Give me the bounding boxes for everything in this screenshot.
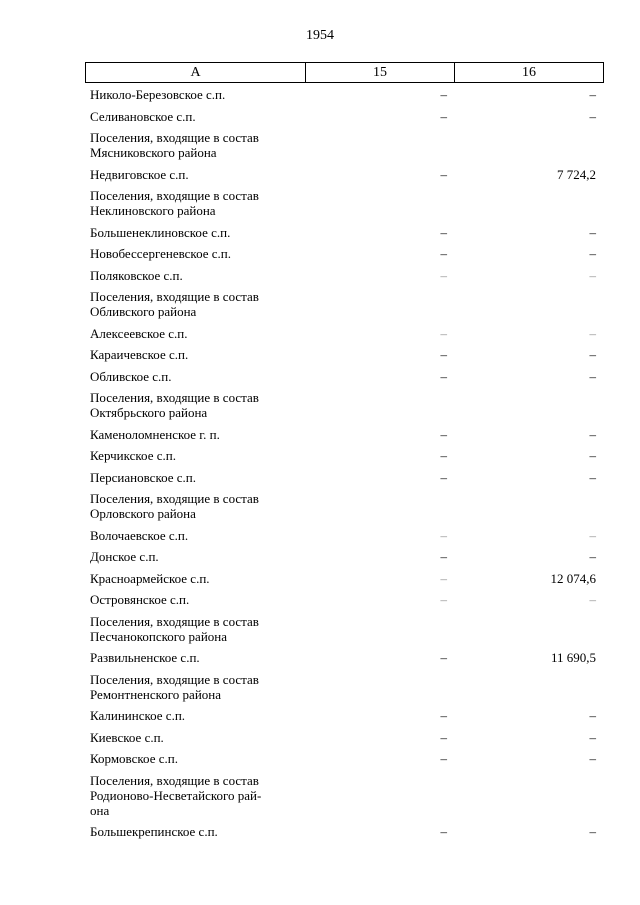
settlement-name: Калининское с.п. bbox=[90, 708, 186, 723]
value-col-16: – bbox=[589, 448, 596, 463]
value-col-16: – bbox=[589, 751, 596, 766]
value-col-15: – bbox=[440, 527, 447, 543]
table-row bbox=[85, 390, 601, 427]
value-col-16: – bbox=[589, 592, 596, 607]
table-row bbox=[85, 672, 601, 709]
table-row bbox=[85, 225, 601, 247]
table-row bbox=[85, 528, 601, 550]
value-col-15: – bbox=[440, 426, 447, 442]
group-heading: Поселения, входящие в состав Неклиновского района bbox=[90, 188, 259, 218]
value-col-15: – bbox=[440, 224, 447, 240]
settlement-name: Персиановское с.п. bbox=[90, 469, 197, 485]
value-col-16: 7 724,2 bbox=[557, 166, 596, 182]
group-heading: Поселения, входящие в состав Октябрьского района bbox=[90, 390, 259, 420]
table-row bbox=[85, 167, 601, 189]
table-row bbox=[85, 824, 601, 846]
value-col-15: – bbox=[440, 729, 447, 745]
table-row bbox=[85, 289, 601, 326]
settlement-name: Большенеклиновское с.п. bbox=[90, 224, 231, 240]
value-col-15: – bbox=[440, 368, 447, 384]
group-heading: Поселения, входящие в состав Обливского района bbox=[90, 289, 259, 319]
value-col-16: – bbox=[589, 347, 596, 362]
value-col-15: – bbox=[440, 246, 447, 261]
value-col-15: – bbox=[440, 347, 447, 362]
group-heading: Поселения, входящие в состав Песчанокопского района bbox=[90, 613, 259, 644]
table-row bbox=[85, 87, 601, 109]
value-col-15: – bbox=[440, 267, 447, 283]
value-col-16: – bbox=[589, 368, 596, 384]
table-row bbox=[85, 246, 601, 268]
settlement-name: Селивановское с.п. bbox=[90, 108, 196, 124]
settlement-name: Керчикское с.п. bbox=[90, 448, 176, 463]
table-row bbox=[85, 773, 601, 825]
value-col-16: – bbox=[589, 469, 596, 485]
value-col-16: 12 074,6 bbox=[550, 570, 596, 586]
value-col-16: – bbox=[589, 426, 596, 442]
table-row bbox=[85, 188, 601, 225]
value-col-16: 11 690,5 bbox=[550, 650, 596, 665]
column-header-15: 15 bbox=[306, 63, 455, 83]
settlement-name: Обливское с.п. bbox=[90, 368, 172, 384]
settlement-name: Развильненское с.п. bbox=[90, 650, 200, 665]
value-col-16: – bbox=[589, 267, 596, 283]
group-heading: Поселения, входящие в состав Мясниковского района bbox=[90, 130, 259, 160]
value-col-15: – bbox=[440, 166, 447, 182]
table-row bbox=[85, 326, 601, 348]
group-heading: Поселения, входящие в состав Ремонтненского района bbox=[90, 671, 259, 702]
table-row bbox=[85, 571, 601, 593]
value-col-15: – bbox=[440, 592, 447, 607]
table-body bbox=[85, 87, 601, 846]
group-heading: Поселения, входящие в состав Родионово-Несветайского рай- она bbox=[90, 772, 262, 818]
settlement-name: Караичевское с.п. bbox=[90, 347, 189, 362]
value-col-15: – bbox=[440, 549, 447, 564]
table-row bbox=[85, 109, 601, 131]
value-col-16: – bbox=[589, 824, 596, 839]
settlement-name: Красноармейское с.п. bbox=[90, 570, 210, 586]
value-col-15: – bbox=[440, 108, 447, 124]
value-col-15: – bbox=[440, 650, 447, 665]
value-col-15: – bbox=[440, 570, 447, 586]
settlement-name: Кормовское с.п. bbox=[90, 751, 178, 766]
column-header-16: 16 bbox=[455, 63, 604, 83]
value-col-15: – bbox=[440, 325, 447, 341]
settlement-name: Волочаевское с.п. bbox=[90, 527, 189, 543]
column-header-a: А bbox=[86, 63, 306, 83]
value-col-16: – bbox=[589, 246, 596, 261]
settlement-name: Николо-Березовское с.п. bbox=[90, 87, 226, 102]
settlement-name: Киевское с.п. bbox=[90, 729, 164, 745]
table-row bbox=[85, 491, 601, 528]
group-heading: Поселения, входящие в состав Орловского района bbox=[90, 491, 259, 521]
table-row bbox=[85, 614, 601, 651]
value-col-16: – bbox=[589, 729, 596, 745]
table-row bbox=[85, 650, 601, 672]
table-row bbox=[85, 592, 601, 614]
value-col-15: – bbox=[440, 824, 447, 839]
settlement-name: Большекрепинское с.п. bbox=[90, 824, 218, 839]
value-col-16: – bbox=[589, 549, 596, 564]
table-row bbox=[85, 347, 601, 369]
value-col-16: – bbox=[589, 527, 596, 543]
table-row bbox=[85, 130, 601, 167]
table-header bbox=[85, 62, 604, 83]
table-row bbox=[85, 470, 601, 492]
settlement-name: Островянское с.п. bbox=[90, 592, 190, 607]
value-col-15: – bbox=[440, 751, 447, 766]
value-col-16: – bbox=[589, 87, 596, 102]
table-row bbox=[85, 268, 601, 290]
settlement-name: Каменоломненское г. п. bbox=[90, 426, 220, 442]
settlement-name: Недвиговское с.п. bbox=[90, 166, 189, 182]
table-row bbox=[85, 751, 601, 773]
value-col-16: – bbox=[589, 325, 596, 341]
settlement-name: Новобессергеневское с.п. bbox=[90, 246, 231, 261]
settlement-name: Алексеевское с.п. bbox=[90, 325, 188, 341]
table-row bbox=[85, 427, 601, 449]
settlement-name: Донское с.п. bbox=[90, 549, 159, 564]
page-number: 1954 bbox=[306, 28, 334, 43]
value-col-15: – bbox=[440, 469, 447, 485]
value-col-15: – bbox=[440, 448, 447, 463]
settlement-name: Поляковское с.п. bbox=[90, 267, 183, 283]
table-row bbox=[85, 448, 601, 470]
value-col-15: – bbox=[440, 708, 447, 723]
value-col-15: – bbox=[440, 87, 447, 102]
value-col-16: – bbox=[589, 224, 596, 240]
value-col-16: – bbox=[589, 708, 596, 723]
table-row bbox=[85, 708, 601, 730]
value-col-16: – bbox=[589, 108, 596, 124]
table-row bbox=[85, 730, 601, 752]
table-row bbox=[85, 369, 601, 391]
table-row bbox=[85, 549, 601, 571]
